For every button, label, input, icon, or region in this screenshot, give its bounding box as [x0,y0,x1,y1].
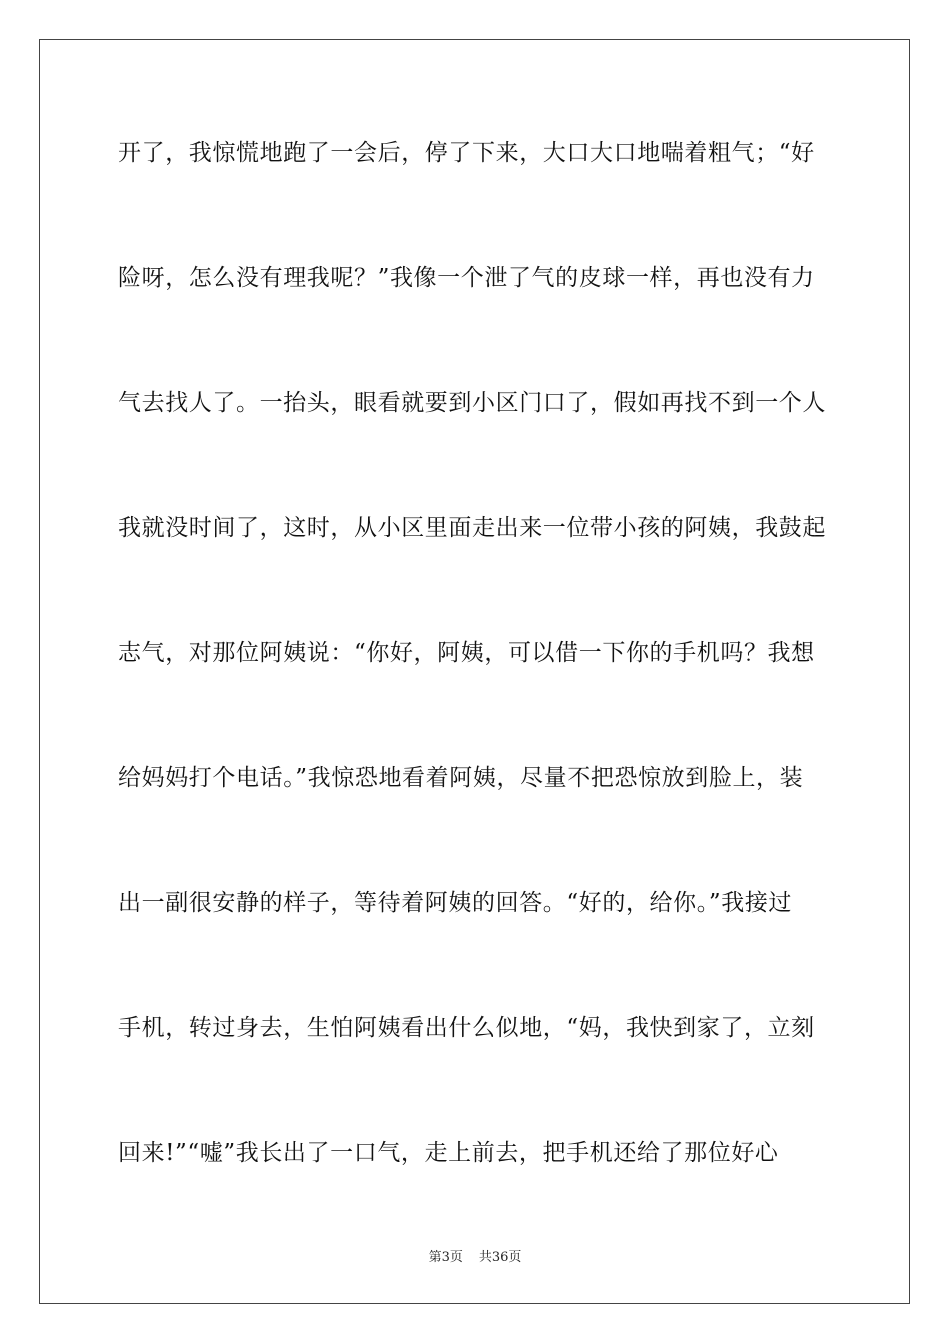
text-line-7: 出一副很安静的样子，等待着阿姨的回答。“好的，给你。”我接过 [118,890,793,916]
text-line-5: 志气，对那位阿姨说：“你好，阿姨，可以借一下你的手机吗？我想 [118,640,815,666]
text-line-9: 回来!”“嘘”我长出了一口气，走上前去，把手机还给了那位好心 [118,1140,779,1166]
text-line-2: 险呀，怎么没有理我呢？”我像一个泄了气的皮球一样，再也没有力 [118,265,815,291]
document-body [118,120,834,1245]
page-total: 共36页 [478,1250,522,1265]
page-number: 第3页 [428,1250,463,1265]
page-footer [0,1246,950,1265]
text-line-8: 手机，转过身去，生怕阿姨看出什么似地，“妈，我快到家了，立刻 [118,1015,815,1041]
text-line-3: 气去找人了。一抬头，眼看就要到小区门口了，假如再找不到一个人 [118,390,826,416]
text-line-1: 开了，我惊慌地跑了一会后，停了下来，大口大口地喘着粗气；“好 [118,140,815,166]
text-line-6: 给妈妈打个电话。”我惊恐地看着阿姨，尽量不把恐惊放到脸上，装 [118,765,804,791]
text-line-4: 我就没时间了，这时，从小区里面走出来一位带小孩的阿姨，我鼓起 [118,515,826,541]
